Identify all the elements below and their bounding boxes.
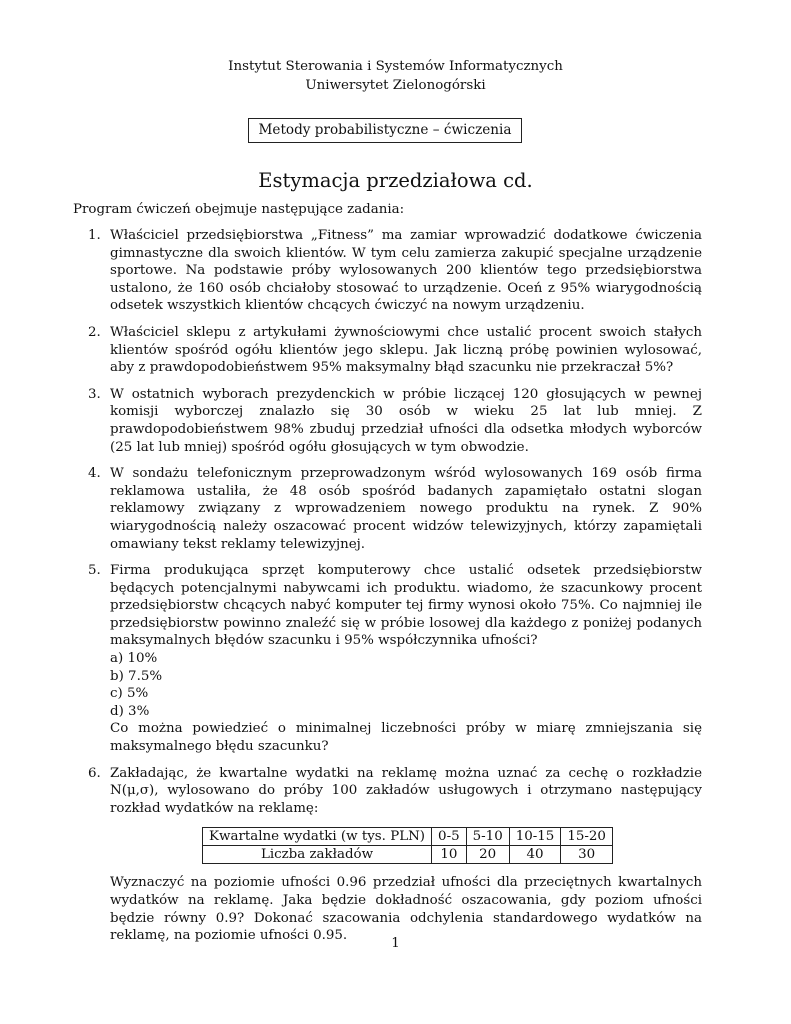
- institute-name: Instytut Sterowania i Systemów Informatycznych: [228, 59, 563, 74]
- task-text: Właściciel sklepu z artykułami żywnościowymi chce ustalić procent swoich stałych klientów spośród ogółu klientów jego sklepu. Jak liczną próbę powinien wylosować, aby z prawdopodobieństwem 95% maksymalny błąd szacunku nie przekraczał 5%?: [110, 324, 702, 376]
- task-closing: Wyznaczyć na poziomie ufności 0.96 przedział ufności dla przeciętnych kwartalnych wydatków na reklamę. Jaka będzie dokładność oszacowania, gdy poziom ufności będzie równy 0.9? Dokonać szacowania odchylenia standardowego wydatków na reklamę, na poziomie ufności 0.95.: [110, 875, 702, 944]
- task-1: [73, 227, 702, 315]
- task-2: [73, 324, 702, 377]
- table-cell: 5-10: [466, 828, 509, 846]
- option-c: c) 5%: [110, 686, 149, 702]
- option-b: b) 7.5%: [110, 668, 163, 684]
- task-number: 4.: [88, 466, 101, 482]
- course-title: Metody probabilistyczne – ćwiczenia: [258, 122, 512, 138]
- task-text: Firma produkująca sprzęt komputerowy chce ustalić odsetek przedsiębiorstw będących potencjalnymi nabywcami ich produktu. wiadomo, że szacunkowy procent przedsiębiorstw chcących nabyć komputer tej firmy wynosi około 75%. Co najmniej ile przedsiębiorstw powinno znaleźć się w próbie losowej dla każdego z poniżej podanych maksymalnych błędów szacunku i 95% współczynnika ufności?: [110, 563, 702, 649]
- task-number: 1.: [88, 228, 101, 243]
- page-title: Estymacja przedziałowa cd.: [258, 169, 533, 192]
- table-cell: 0-5: [432, 828, 467, 846]
- option-d: d) 3%: [110, 703, 150, 719]
- table-row-label: Liczba zakładów: [203, 846, 432, 864]
- table-cell: 40: [509, 846, 561, 864]
- task-6: [73, 765, 702, 945]
- table-cell: 10-15: [509, 828, 561, 846]
- option-a: a) 10%: [110, 651, 158, 667]
- task-4: [73, 465, 702, 553]
- task-closing: Co można powiedzieć o minimalnej liczebności próby w miarę zmniejszania się maksymalnego błędu szacunku?: [110, 721, 702, 755]
- task-number: 5.: [88, 563, 101, 579]
- task-list: [73, 227, 702, 954]
- task-3: [73, 386, 702, 456]
- task-text: Właściciel przedsiębiorstwa „Fitness” ma zamiar wprowadzić dodatkowe ćwiczenia gimnastyczne dla swoich klientów. W tym celu zamierza zakupić specjalne urządzenie sportowe. Na podstawie próby wylosowanych 200 klientów tego przedsiębiorstwa ustalono, że 160 osób chciałoby stosować to urządzenie. Oceń z 95% wiarygodnością odsetek wszystkich klientów chcących ćwiczyć na nowym urządzeniu.: [110, 228, 702, 314]
- task-5: [73, 562, 702, 756]
- table-cell: 15-20: [561, 828, 613, 846]
- task-number: 6.: [88, 765, 101, 781]
- table-row: [203, 828, 613, 846]
- table-cell: 30: [561, 846, 613, 864]
- course-title-box: [248, 118, 522, 143]
- table-cell: 10: [432, 846, 467, 864]
- table-cell: 20: [466, 846, 509, 864]
- expenses-table: [202, 827, 613, 864]
- page-header: [0, 57, 791, 95]
- intro-text: Program ćwiczeń obejmuje następujące zadania:: [73, 202, 405, 217]
- task-number: 3.: [88, 386, 101, 402]
- table-row: [203, 846, 613, 864]
- task-text: Zakładając, że kwartalne wydatki na reklamę można uznać za cechę o rozkładzie N(μ,σ), wylosowano do próby 100 zakładów usługowych i otrzymano następujący rozkład wydatków na reklamę:: [110, 765, 702, 816]
- university-name: Uniwersytet Zielonogórski: [305, 78, 486, 93]
- task-number: 2.: [88, 324, 101, 340]
- table-row-label: Kwartalne wydatki (w tys. PLN): [203, 828, 432, 846]
- task-text: W sondażu telefonicznym przeprowadzonym wśród wylosowanych 169 osób firma reklamowa ustaliła, że 48 osób spośród badanych zapamiętało ostatni slogan reklamowy związany z wprowadzeniem nowego produktu na rynek. Z 90% wiarygodnością należy oszacować procent widzów telewizyjnych, którzy zapamiętali omawiany tekst reklamy telewizyjnej.: [110, 466, 702, 552]
- task-text: W ostatnich wyborach prezydenckich w próbie liczącej 120 głosujących w pewnej komisji wyborczej znalazło się 30 osób w wieku 25 lat lub mniej. Z prawdopodobieństwem 98% zbuduj przedział ufności dla odsetka młodych wyborców (25 lat lub mniej) spośród ogółu głosujących w tym obwodzie.: [110, 386, 702, 455]
- page-number: 1: [391, 936, 400, 951]
